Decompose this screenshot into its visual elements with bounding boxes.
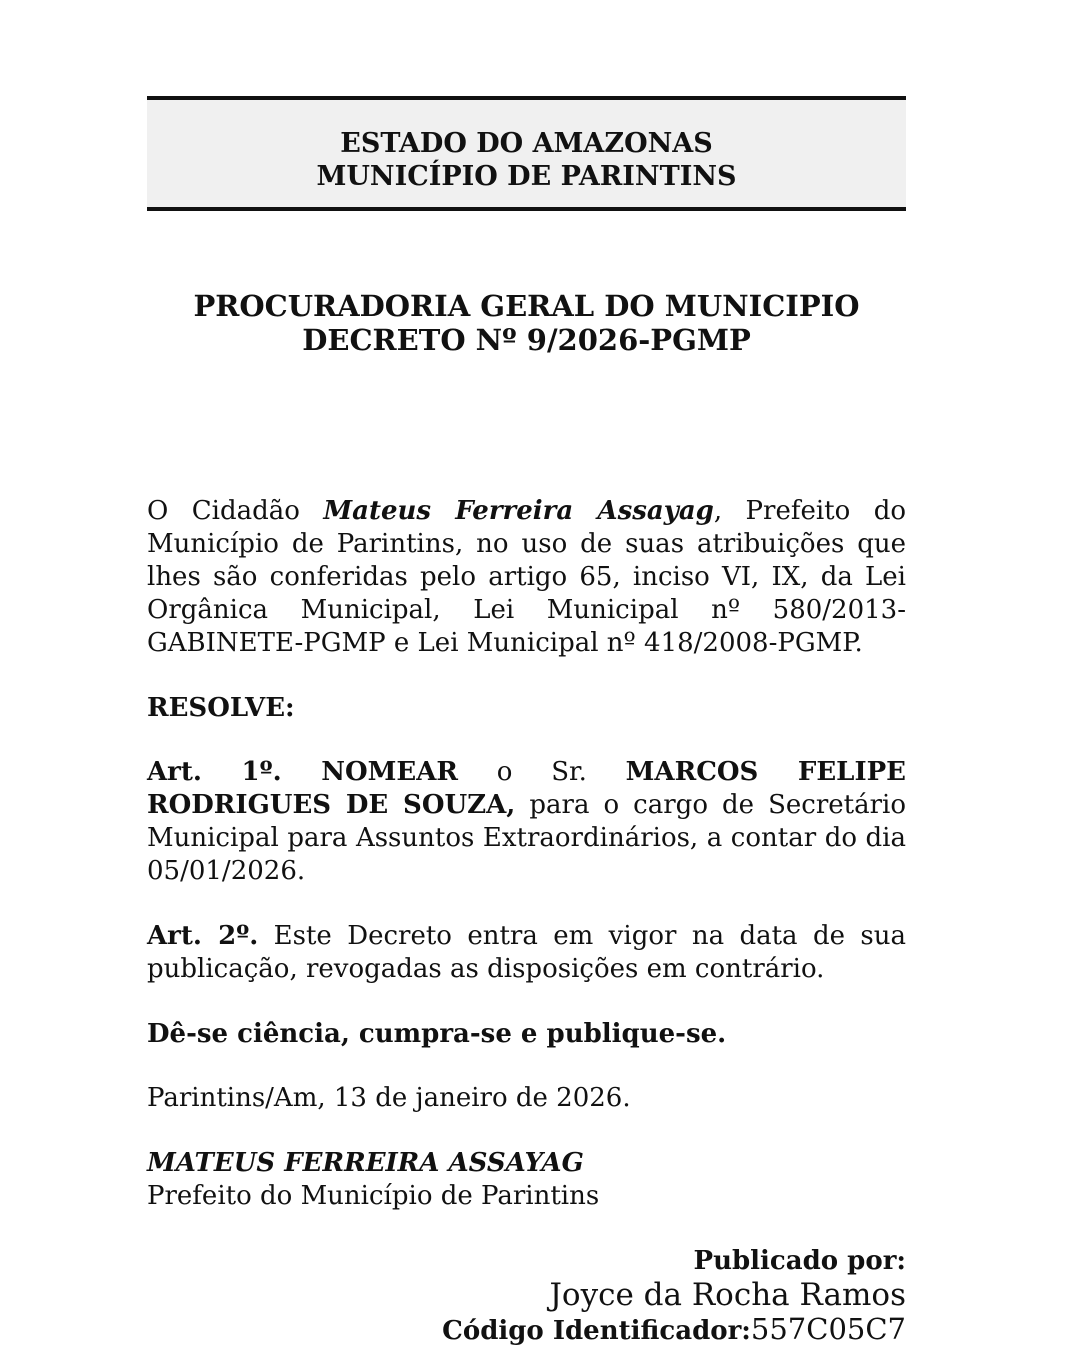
article-2 — [147, 920, 906, 986]
closing-formula: Dê-se ciência, cumpra-se e publique-se. — [147, 1019, 727, 1049]
appointee-name: MARCOS FELIPE RODRIGUES DE SOUZA, — [147, 757, 906, 820]
title-agency: PROCURADORIA GERAL DO MUNICIPIO — [193, 289, 860, 323]
resolve-heading: RESOLVE: — [147, 693, 295, 723]
publication-info — [147, 1245, 906, 1348]
article-1 — [147, 756, 906, 888]
document-title — [147, 289, 906, 357]
header-municipality: MUNICÍPIO DE PARINTINS — [316, 161, 737, 192]
publisher-name: Joyce da Rocha Ramos — [549, 1277, 906, 1313]
header-state: ESTADO DO AMAZONAS — [340, 128, 713, 159]
intro-prefix: O Cidadão — [147, 496, 324, 526]
title-decree-number: DECRETO Nº 9/2026-PGMP — [302, 323, 751, 357]
signature-block — [147, 1147, 906, 1213]
article-1-label: Art. 1º. NOMEAR — [147, 757, 458, 787]
article-1-text-b: para o cargo de Secretário Municipal para Assuntos Extraordinários, a contar do dia 05/01/2026. — [147, 790, 906, 886]
article-2-text: Este Decreto entra em vigor na data de sua publicação, revogadas as disposições em contrário. — [147, 921, 906, 984]
decree-document — [147, 96, 906, 1348]
article-1-text-a: o Sr. — [458, 757, 626, 787]
mayor-name: Mateus Ferreira Assayag — [323, 496, 714, 526]
signer-name: MATEUS FERREIRA ASSAYAG — [147, 1148, 584, 1178]
signer-role: Prefeito do Município de Parintins — [147, 1181, 600, 1211]
identifier-code-row — [147, 1312, 906, 1348]
intro-paragraph — [147, 495, 906, 660]
identifier-code-value: 557C05C7 — [750, 1312, 906, 1346]
article-2-label: Art. 2º. — [147, 921, 259, 951]
document-header — [147, 96, 906, 211]
publication-label: Publicado por: — [693, 1246, 906, 1276]
place-date: Parintins/Am, 13 de janeiro de 2026. — [147, 1083, 631, 1113]
identifier-code-label: Código Identificador: — [442, 1316, 751, 1346]
intro-text: , Prefeito do Município de Parintins, no uso de suas atribuições que lhes são conferidas pelo artigo 65, inciso VI, IX, da Lei Orgânica Municipal, Lei Municipal nº 580/2013-GABINETE-PGMP e Lei Municipal nº 418/2008-PGMP. — [147, 496, 906, 658]
